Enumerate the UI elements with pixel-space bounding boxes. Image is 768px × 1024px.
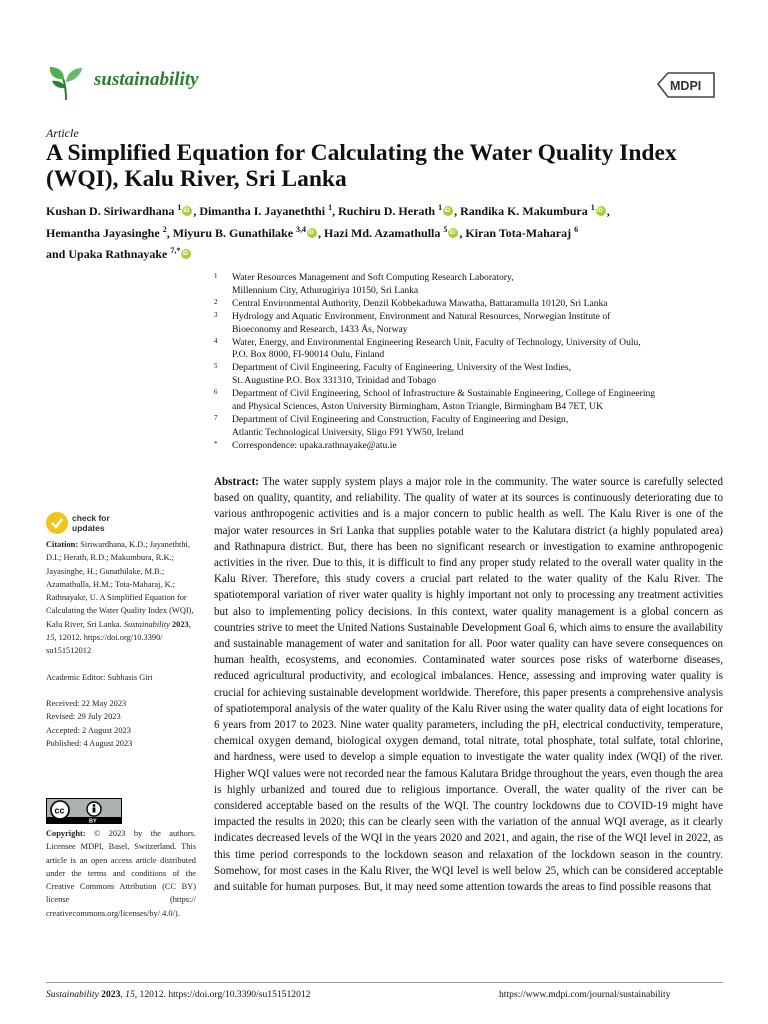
orcid-icon[interactable] — [448, 228, 458, 238]
journal-logo-icon — [46, 62, 86, 102]
citation-label: Citation: — [46, 540, 79, 549]
author-affiliation-mark: 3,4 — [296, 224, 307, 234]
author-affiliation-mark: 1 — [177, 203, 182, 212]
affiliation-line: Atlantic Technological University, Sligo F91 YW50, Ireland — [232, 426, 464, 438]
author-name[interactable]: Ruchiru D. Herath — [338, 204, 436, 218]
affiliation-line: Department of Civil Engineering, School of Infrastructure & Sustainable Engineering, College of Engineering — [232, 388, 656, 400]
author-name[interactable]: Dimantha I. Jayaneththi — [199, 204, 326, 218]
abstract — [214, 474, 723, 895]
affiliation-item — [214, 414, 724, 440]
author-separator: , — [193, 204, 200, 218]
affiliation-line: Bioeconomy and Research, 1433 Ås, Norway — [232, 323, 408, 335]
article-title: A Simplified Equation for Calculating the Water Quality Index (WQI), Kalu River, Sri Lanka — [46, 140, 677, 192]
author-separator: , — [318, 225, 325, 240]
affiliation-line: Millennium City, Athurugiriya 10150, Sri Lanka — [232, 284, 419, 296]
author-affiliation-mark: 7,* — [170, 246, 181, 255]
check-for-updates-button[interactable] — [46, 512, 146, 536]
author-separator: , — [454, 204, 461, 218]
author-name[interactable]: Hazi Md. Azamathulla — [324, 225, 441, 240]
date-received: Received: 22 May 2023 — [46, 698, 127, 708]
orcid-icon[interactable] — [182, 206, 192, 216]
affiliation-number: 2 — [214, 297, 218, 306]
author-affiliation-mark: 6 — [574, 224, 579, 234]
author-affiliation-mark: 1 — [328, 203, 333, 212]
author-name[interactable]: Randika K. Makumbura — [460, 204, 588, 218]
publisher-name: MDPI — [670, 79, 702, 93]
orcid-icon[interactable] — [443, 206, 453, 216]
author-name[interactable]: Hemantha Jayasinghe — [46, 225, 160, 240]
affiliation-item — [214, 362, 724, 388]
citation-doi[interactable]: , 12012. https://doi.org/10.3390/ su151512012 — [46, 633, 163, 656]
footer-journal-url[interactable]: https://www.mdpi.com/journal/sustainability — [499, 989, 671, 1000]
affiliation-line: Department of Civil Engineering and Construction, Faculty of Engineering and Design, — [232, 413, 569, 425]
affiliation-line: Central Environmental Authority, Denzil Kobbekaduwa Mawatha, Battaramulla 10120, Sri Lanka — [232, 297, 608, 309]
affiliation-item — [214, 311, 724, 337]
author-list — [46, 199, 736, 264]
footer-divider — [46, 982, 723, 983]
date-published: Published: 4 August 2023 — [46, 738, 133, 748]
affiliation-number: * — [214, 439, 218, 448]
author-name[interactable]: Miyuru B. Gunathilake — [172, 225, 294, 240]
author-affiliation-mark: 5 — [443, 224, 448, 234]
copyright-text: © 2023 by the authors. Licensee MDPI, Basel, Switzerland. This article is an open access article distributed under the terms and conditions of the Creative Commons Attribution (CC BY) license (https:// creativecommons.org/licenses/by/ 4.0/). — [46, 829, 196, 918]
footer-doi[interactable]: , 12012. https://doi.org/10.3390/su151512012 — [134, 989, 311, 1000]
citation-year: 2023 — [171, 619, 189, 629]
article-type: Article — [46, 126, 79, 140]
citation-journal: Sustainability — [123, 619, 170, 629]
cc-by-license-icon[interactable] — [46, 798, 122, 824]
copyright-notice — [46, 827, 196, 920]
affiliation-line: Hydrology and Aquatic Environment, Environment and Natural Resources, Norwegian Institute of — [232, 310, 611, 322]
affiliations — [214, 272, 724, 453]
sidebar — [46, 538, 196, 763]
copyright-label: Copyright: — [46, 829, 86, 838]
author-separator: , — [459, 225, 466, 240]
date-accepted: Accepted: 2 August 2023 — [46, 725, 131, 735]
check-updates-icon — [46, 512, 68, 534]
footer-journal: Sustainability — [46, 989, 99, 1000]
author-affiliation-mark: 1 — [438, 203, 443, 212]
orcid-icon[interactable] — [596, 206, 606, 216]
author-name[interactable]: Kushan D. Siriwardhana — [46, 204, 175, 218]
mdpi-logo-icon — [654, 70, 720, 100]
affiliation-number: 5 — [214, 362, 218, 371]
orcid-icon[interactable] — [181, 249, 191, 259]
author-separator: , — [606, 204, 610, 218]
footer-citation: Sustainability 2023, 15, 12012. https://doi.org/10.3390/su151512012 — [46, 989, 311, 1000]
check-updates-line2: updates — [72, 522, 105, 533]
affiliation-line: Department of Civil Engineering, Faculty of Engineering, University of the West Indies, — [232, 362, 572, 374]
journal-name: sustainability — [94, 69, 199, 90]
affiliation-number: 7 — [214, 413, 218, 422]
affiliation-line: St. Augustine P.O. Box 331310, Trinidad and Tobago — [232, 375, 437, 387]
footer-volume: 15 — [125, 989, 135, 1000]
affiliation-item — [214, 388, 724, 414]
abstract-text: The water supply system plays a major role in the community. The water source is carefully selected based on quality, quantity, and reliability. The quality of water at its sources is continuously deteriorating due to various anthropogenic activities and is a major concern to public health as well. The Kalu River is one of the major water resources in Sri Lanka that supplies potable water to the Kalutara district (a highly populated area) and Rathnapura district. But, there has been no significant research or investigation to examine anthropogenic activities in the river. Due to this, it is difficult to find any proper study related to the overall water quality in the Kalu River. Therefore, this study covers a crucial part related to the water quality of the Kalu River. The spatiotemporal variation of river water quality is highly important not only to processing any treatment activities but also to implementing policy decisions. In this context, water quality management is a global concern as countries strive to meet the United Nations Sustainable Development Goal 6, which aims to ensure the availability and sustainable management of water and sanitation for all. Poor water quality can have severe consequences on human health, ecosystems, and economies. Contaminated water sources pose risks of waterborne diseases, reduced agricultural productivity, and ecological imbalances. Hence, assessing and improving water quality is crucial for achieving sustainable development worldwide. Therefore, this paper presents a comprehensive analysis of spatiotemporal analysis of the water quality of the Kalu River using the water quality data of eight locations for 6 years from 2017 to 2023. Nine water quality parameters, including the pH, electrical conductivity, temperature, chemical oxygen demand, biological oxygen demand, total nitrate, total phosphate, total sulfate, total chlorine, and hardness, were used to develop a simple equation to investigate the water quality index (WQI) of the river. Higher WQI values were not recorded near the famous Kalutara Bridge throughout the years, even though the area is highly urbanized and toured due to religious importance. Overall, the water quality of the river can be considered acceptable based on the results of the WQI. The country lockdowns due to COVID-19 might have impacted the results in 2020; this can be clearly seen with the variation of the annual WQI average, as it clearly indicates decreased levels of the WQI in the years 2020 and 2021, and again, the rise of the WQI level in 2022, as this time period corresponds to the lockdown season and relaxation of the lockdown season in the country. Somehow, for most cases in the Kalu River, the WQI level is well below 25, which can be considered acceptable and suitable for human purposes. But, it may need some attention towards the areas to find possible reasons that — [214, 476, 723, 894]
author-name[interactable]: and Upaka Rathnayake — [46, 247, 168, 261]
orcid-icon[interactable] — [307, 228, 317, 238]
affiliation-item — [214, 440, 724, 453]
affiliation-line: Correspondence: upaka.rathnayake@atu.ie — [232, 439, 397, 451]
affiliation-line: and Physical Sciences, Aston University Birmingham, Aston Triangle, Birmingham B4 7ET, UK — [232, 401, 604, 413]
affiliation-line: Water, Energy, and Environmental Engineering Research Unit, Faculty of Technology, University of Oulu, — [232, 336, 641, 348]
date-revised: Revised: 29 July 2023 — [46, 712, 121, 722]
author-separator: , — [332, 204, 339, 218]
affiliation-number: 1 — [214, 272, 218, 280]
affiliation-number: 6 — [214, 388, 218, 397]
citation: Citation: Siriwardhana, K.D.; Jayaneththi, D.I.; Herath, R.D.; Makumbura, R.K.; Jayasinghe, H.; Gunathilake, M.B.; Azamathulla, H.M.; Tota-Maharaj, K.; Rathnayake, U. A Simplified Equation for Calculating the Water Quality Index (WQI), Kalu River, Sri Lanka. Sustainability 2023, 15, 12012. https://doi.org/10.3390/ su151512012 — [46, 540, 194, 656]
citation-text: Siriwardhana, K.D.; Jayaneththi, D.I.; Herath, R.D.; Makumbura, R.K.; Jayasinghe, H.; Gunathilake, M.B.; Azamathulla, H.M.; Tota-Maharaj, K.; Rathnayake, U. A Simplified Equation for Calculating the Water Quality Index (WQI), Kalu River, Sri Lanka. — [46, 540, 194, 629]
check-updates-line1: check for — [72, 513, 110, 523]
affiliation-line: P.O. Box 8000, FI-90014 Oulu, Finland — [232, 349, 385, 361]
svg-text:BY: BY — [89, 818, 97, 823]
affiliation-item — [214, 272, 724, 298]
author-separator: , — [166, 225, 173, 240]
affiliation-line: Water Resources Management and Soft Computing Research Laboratory, — [232, 272, 514, 283]
citation-volume: 15 — [46, 633, 55, 643]
author-affiliation-mark: 2 — [162, 224, 167, 234]
author-affiliation-mark: 1 — [590, 203, 595, 212]
abstract-label: Abstract: — [214, 476, 259, 488]
affiliation-number: 4 — [214, 336, 218, 345]
footer-year: 2023 — [101, 989, 121, 1000]
dates — [46, 697, 196, 750]
affiliation-item — [214, 337, 724, 363]
affiliation-item — [214, 298, 724, 311]
affiliation-number: 3 — [214, 310, 218, 319]
svg-text:cc: cc — [54, 805, 65, 816]
author-name[interactable]: Kiran Tota-Maharaj — [465, 225, 572, 240]
academic-editor: Academic Editor: Subhasis Giri — [46, 672, 153, 682]
